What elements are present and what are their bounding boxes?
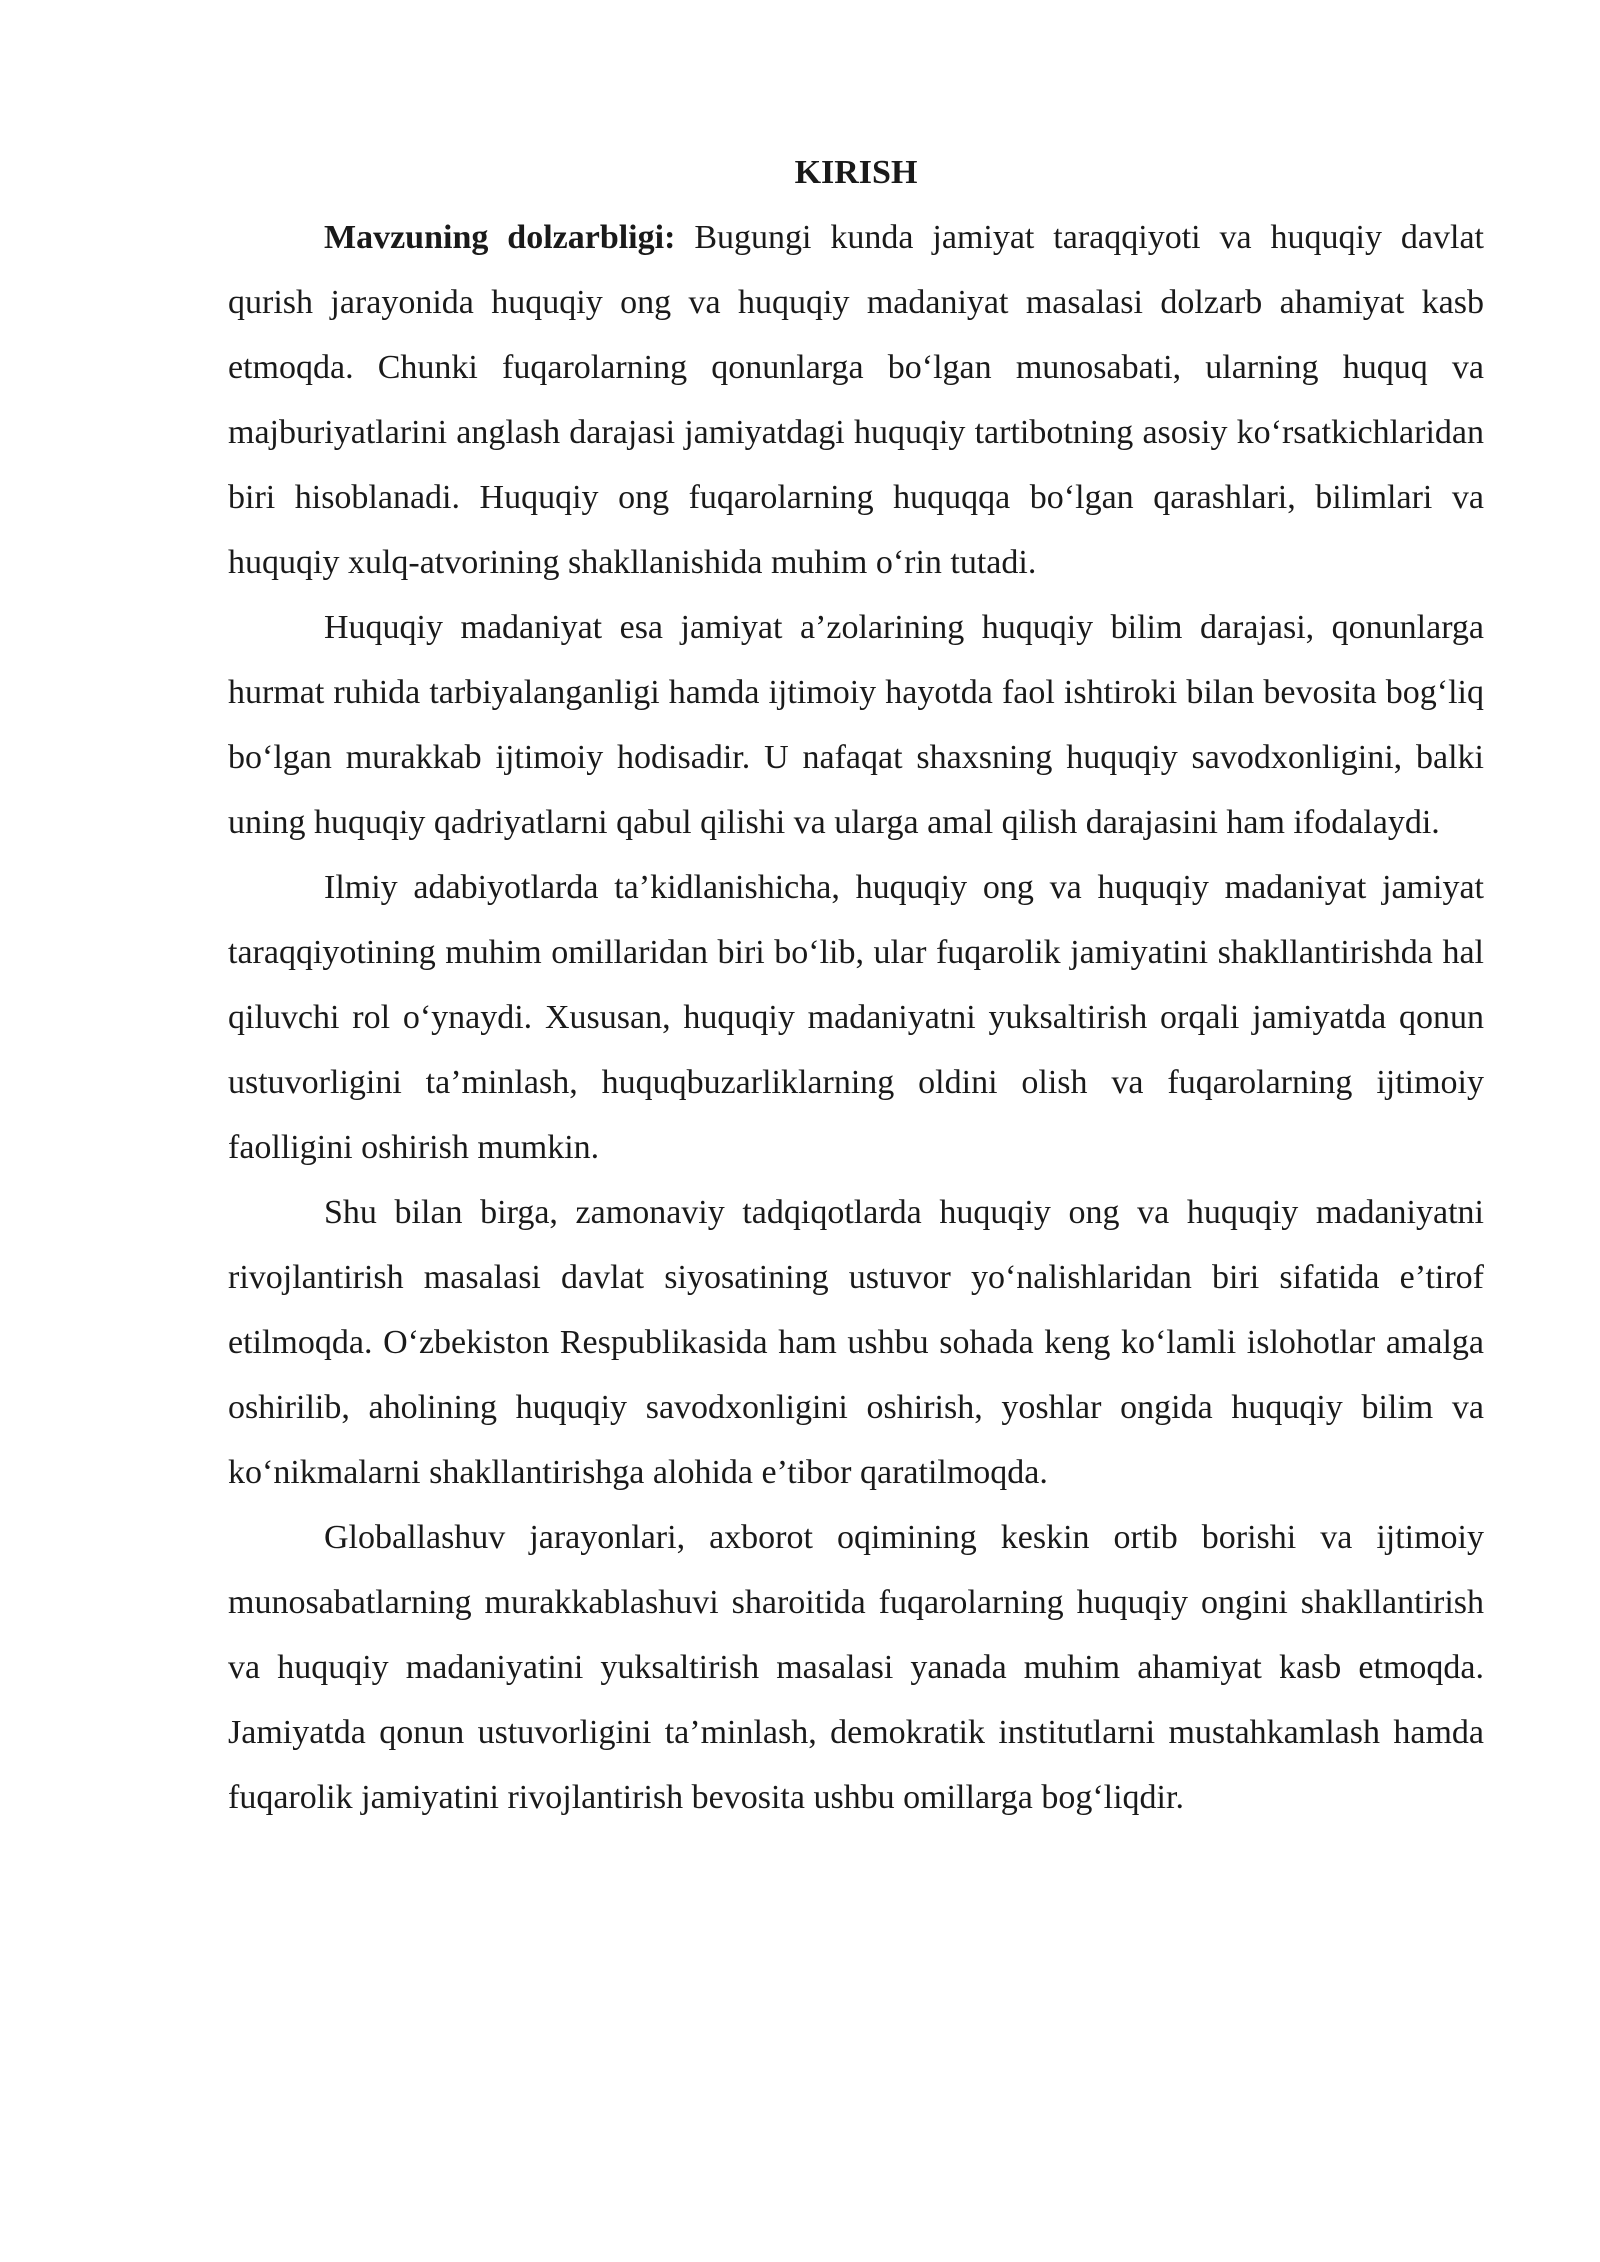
body-paragraph-4: Globallashuv jarayonlari, axborot oqimining keskin ortib borishi va ijtimoiy munosabatlarning murakkablashuvi sharoitida fuqarolarning huquqiy ongini shakllantirish va huquqiy madaniyatini yuksaltirish masalasi yanada muhim ahamiyat kasb etmoqda. Jamiyatda qonun ustuvorligini ta’minlash, demokratik institutlarni mustahkamlash hamda fuqarolik jamiyatini rivojlantirish bevosita ushbu omillarga bogʻliqdir. (228, 1519, 1484, 1816)
intro-paragraph (228, 205, 1484, 595)
intro-text: Bugungi kunda jamiyat taraqqiyoti va huquqiy davlat qurish jarayonida huquqiy ong va huquqiy madaniyat masalasi dolzarb ahamiyat kasb etmoqda. Chunki fuqarolarning qonunlarga boʻlgan munosabati, ularning huquq va majburiyatlarini anglash darajasi jamiyatdagi huquqiy tartibotning asosiy koʻrsatkichlaridan biri hisoblanadi. Huquqiy ong fuqarolarning huquqqa boʻlgan qarashlari, bilimlari va huquqiy xulq-atvorining shakllanishida muhim oʻrin tutadi. (228, 219, 1484, 581)
body-paragraph-2: Ilmiy adabiyotlarda ta’kidlanishicha, huquqiy ong va huquqiy madaniyat jamiyat taraqqiyotining muhim omillaridan biri boʻlib, ular fuqarolik jamiyatini shakllantirishda hal qiluvchi rol oʻynaydi. Xususan, huquqiy madaniyatni yuksaltirish orqali jamiyatda qonun ustuvorligini ta’minlash, huquqbuzarliklarning oldini olish va fuqarolarning ijtimoiy faolligini oshirish mumkin. (228, 869, 1484, 1166)
body-paragraph-1: Huquqiy madaniyat esa jamiyat a’zolarining huquqiy bilim darajasi, qonunlarga hurmat ruhida tarbiyalanganligi hamda ijtimoiy hayotda faol ishtiroki bilan bevosita bogʻliq boʻlgan murakkab ijtimoiy hodisadir. U nafaqat shaxsning huquqiy savodxonligini, balki uning huquqiy qadriyatlarni qabul qilishi va ularga amal qilish darajasini ham ifodalaydi. (228, 609, 1484, 841)
document-title: KIRISH (794, 154, 918, 191)
document-page (228, 140, 1484, 1830)
intro-lead: Mavzuning dolzarbligi: (324, 219, 676, 256)
body-paragraph-3: Shu bilan birga, zamonaviy tadqiqotlarda huquqiy ong va huquqiy madaniyatni rivojlantirish masalasi davlat siyosatining ustuvor yoʻnalishlaridan biri sifatida e’tirof etilmoqda. Oʻzbekiston Respublikasida ham ushbu sohada keng koʻlamli islohotlar amalga oshirilib, aholining huquqiy savodxonligini oshirish, yoshlar ongida huquqiy bilim va koʻnikmalarni shakllantirishga alohida e’tibor qaratilmoqda. (228, 1194, 1484, 1491)
